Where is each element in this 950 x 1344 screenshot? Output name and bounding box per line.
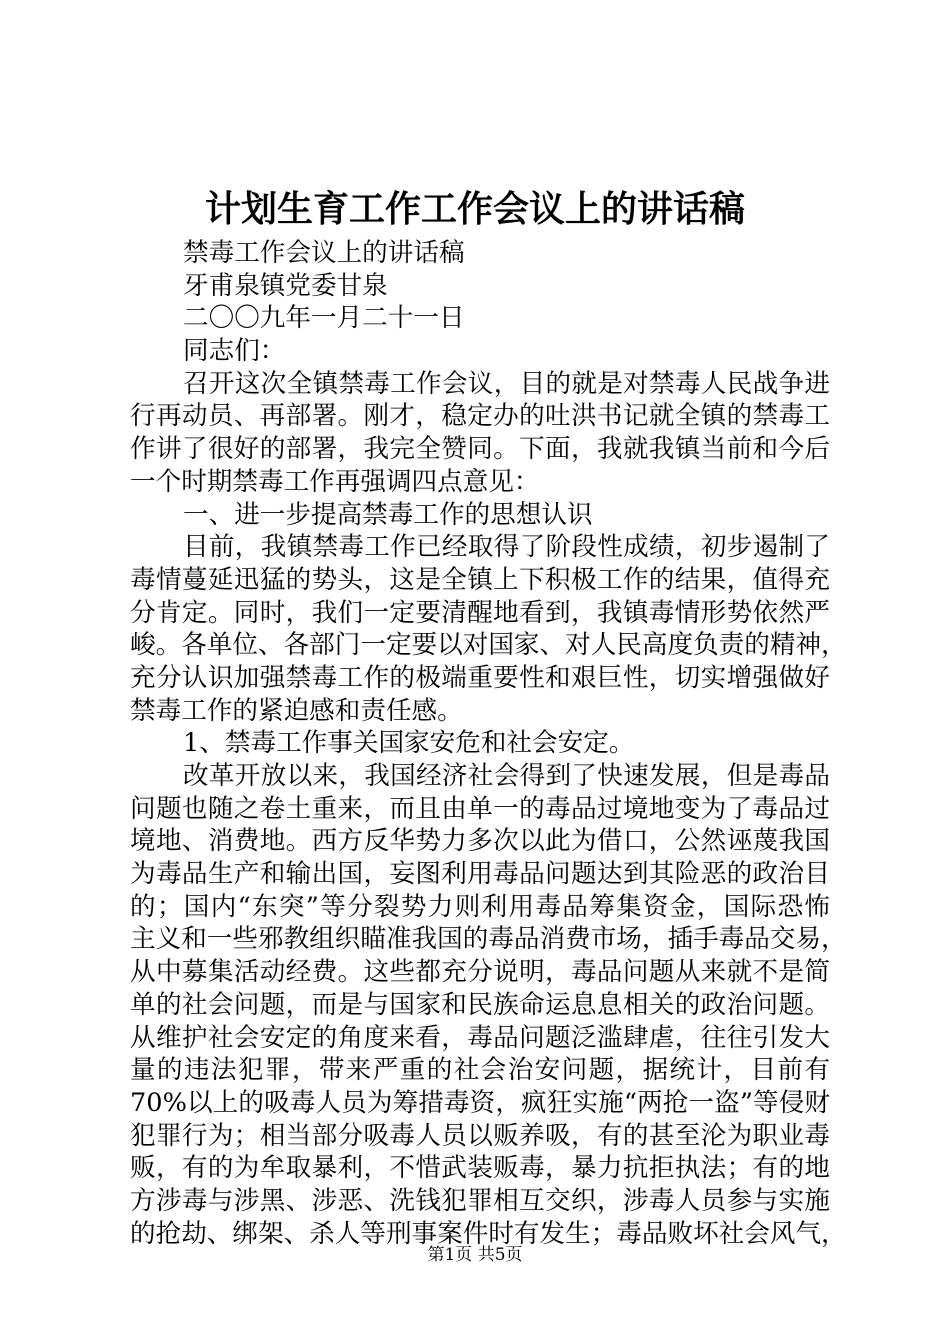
body-line: 禁毒工作的紧迫感和责任感。 [130,695,463,726]
body-line: 改革开放以来，我国经济社会得到了快速发展，但是毒品 [183,761,830,791]
section-heading: 一、进一步提高禁毒工作的思想认识 [183,499,593,530]
body-line: 从维护社会安定的角度来看，毒品问题泛滥肆虐，往往引发大 [130,1022,830,1053]
body-line: 境地、消费地。西方反华势力多次以此为借口，公然诬蔑我国 [130,826,830,857]
document-title: 计划生育工作工作会议上的讲话稿 [204,188,745,230]
body-line: 充分认识加强禁毒工作的极端重要性和艰巨性，切实增强做好 [130,662,830,693]
body-line: 分肯定。同时，我们一定要清醒地看到，我镇毒情形势依然严 [130,597,830,628]
body-line: 毒情蔓延迅猛的势头，这是全镇上下积极工作的结果，值得充 [130,564,830,595]
body-line: 单的社会问题，而是与国家和民族命运息息相关的政治问题。 [130,989,830,1020]
body-line: 禁毒工作会议上的讲话稿 [183,238,465,268]
body-line: 召开这次全镇禁毒工作会议，目的就是对禁毒人民战争进 [183,368,830,399]
body-line: 作讲了很好的部署，我完全赞同。下面，我就我镇当前和今后 [130,434,830,465]
body-line: 犯罪行为；相当部分吸毒人员以贩养吸，有的甚至沦为职业毒 [130,1120,830,1151]
body-line: 贩，有的为牟取暴利，不惜武装贩毒，暴力抗拒执法；有的地 [130,1153,830,1184]
body-line: 同志们： [183,336,286,367]
body-line: 方涉毒与涉黑、涉恶、洗钱犯罪相互交织，涉毒人员参与实施 [130,1185,830,1216]
body-line: 为毒品生产和输出国，妄图利用毒品问题达到其险恶的政治目 [130,859,830,890]
body-line: 主义和一些邪教组织瞄准我国的毒品消费市场，插手毒品交易， [130,924,847,955]
document-body [130,237,847,1250]
body-line: 量的违法犯罪，带来严重的社会治安问题，据统计，目前有 [130,1055,830,1086]
body-line: 二〇〇九年一月二十一日 [183,303,465,334]
body-line: 牙甫泉镇党委甘泉 [183,270,388,301]
body-line: 行再动员、再部署。刚才，稳定办的吐洪书记就全镇的禁毒工 [130,401,830,432]
body-line: 峻。各单位、各部门一定要以对国家、对人民高度负责的精神， [130,630,847,661]
body-line: 从中募集活动经费。这些都充分说明，毒品问题从来就不是简 [130,957,830,988]
body-line: 的；国内“东突”等分裂势力则利用毒品筹集资金，国际恐怖 [130,891,830,922]
body-line: 70%以上的吸毒人员为筹措毒资，疯狂实施“两抢一盗”等侵财 [130,1087,830,1118]
body-line: 一个时期禁毒工作再强调四点意见： [130,466,540,497]
subsection-heading: 1、禁毒工作事关国家安危和社会安定。 [183,728,635,759]
page-footer: 第1页 共5页 [427,1245,523,1265]
body-line: 的抢劫、绑架、杀人等刑事案件时有发生；毒品败坏社会风气， [130,1218,847,1249]
body-line: 目前，我镇禁毒工作已经取得了阶段性成绩，初步遏制了 [183,532,830,563]
body-line: 问题也随之卷土重来，而且由单一的毒品过境地变为了毒品过 [130,793,830,824]
